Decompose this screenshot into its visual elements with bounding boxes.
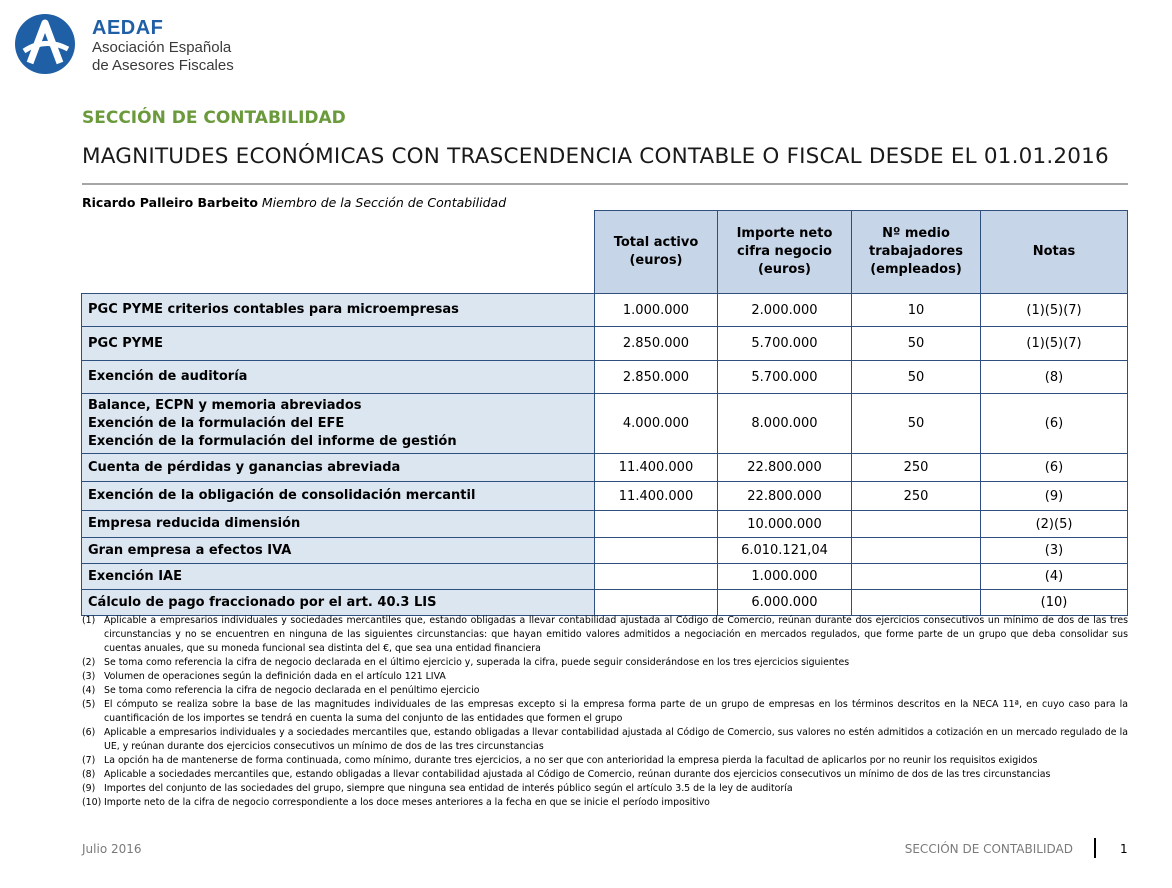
cell-importe-neto: 8.000.000 xyxy=(718,394,852,454)
cell-trabajadores: 50 xyxy=(852,327,981,361)
row-label-line: PGC PYME criterios contables para microempresas xyxy=(88,302,459,317)
cell-importe-neto: 1.000.000 xyxy=(718,564,852,590)
header-line: (euros) xyxy=(629,253,683,268)
cell-importe-neto: 5.700.000 xyxy=(718,327,852,361)
cell-trabajadores: 250 xyxy=(852,454,981,482)
cell-total-activo xyxy=(595,511,718,538)
footnote-text: Volumen de operaciones según la definición dada en el artículo 121 LIVA xyxy=(104,671,446,682)
row-label xyxy=(82,482,595,511)
row-label-line: Cálculo de pago fraccionado por el art. 40.3 LIS xyxy=(88,594,437,610)
header-trabajadores xyxy=(852,211,981,294)
row-label xyxy=(82,361,595,394)
cell-notas: (8) xyxy=(981,361,1128,394)
row-label xyxy=(82,511,595,538)
cell-total-activo: 11.400.000 xyxy=(595,454,718,482)
logo-title: AEDAF xyxy=(92,17,164,39)
cell-total-activo xyxy=(595,564,718,590)
cell-trabajadores: 50 xyxy=(852,361,981,394)
row-label-line: PGC PYME xyxy=(88,335,164,351)
cell-importe-neto: 6.000.000 xyxy=(718,590,852,616)
aedaf-logo-icon xyxy=(14,13,76,75)
footer-date: Julio 2016 xyxy=(82,842,142,856)
footnote-text: Aplicable a sociedades mercantiles que, estando obligadas a llevar contabilidad ajustada al Código de Comercio, reúnan durante dos ejercicios consecutivos un mínimo de dos de las tres circunstancias xyxy=(104,769,1051,780)
row-label xyxy=(82,564,595,590)
cell-total-activo xyxy=(595,590,718,616)
footnote-number: (6) xyxy=(82,727,96,738)
cell-trabajadores: 50 xyxy=(852,394,981,454)
cell-total-activo: 2.850.000 xyxy=(595,327,718,361)
cell-trabajadores xyxy=(852,511,981,538)
header-line: (empleados) xyxy=(870,262,962,277)
footnote-text: Aplicable a empresarios individuales y a sociedades mercantiles que, estando obligadas a llevar contabilidad ajustada al Código de Comercio, sus valores no estén admitidos a cotización en un mercado regulado de la UE, y reúnan durante dos ejercicios consecutivos un mínimo de dos de las tres circunstancias xyxy=(104,727,1128,752)
cell-total-activo: 1.000.000 xyxy=(595,294,718,327)
cell-notas: (2)(5) xyxy=(981,511,1128,538)
magnitudes-table xyxy=(81,210,1128,616)
cell-total-activo xyxy=(595,538,718,564)
footnote-text: El cómputo se realiza sobre la base de las magnitudes individuales de las empresas excepto si la empresa forma parte de un grupo de empresas en los términos descritos en la NECA 11ª, en cuyo caso para la cuantificación de los importes se tendrá en cuenta la suma del conjunto de las entidades que formen el grupo xyxy=(104,699,1128,724)
row-label xyxy=(82,590,595,616)
page-number: 1 xyxy=(1120,842,1128,856)
cell-importe-neto: 6.010.121,04 xyxy=(718,538,852,564)
row-label-line: Exención de la formulación del informe de gestión xyxy=(88,433,457,449)
section-title: SECCIÓN DE CONTABILIDAD xyxy=(82,108,346,128)
row-label xyxy=(82,454,595,482)
cell-trabajadores: 250 xyxy=(852,482,981,511)
cell-importe-neto: 22.800.000 xyxy=(718,482,852,511)
footer-section: SECCIÓN DE CONTABILIDAD xyxy=(904,842,1073,856)
cell-notas: (1)(5)(7) xyxy=(981,327,1128,361)
header-line: cifra negocio xyxy=(737,244,832,259)
row-label-line: Exención de la formulación del EFE xyxy=(88,415,345,431)
header-line: Importe neto xyxy=(736,226,833,241)
table-row xyxy=(82,511,1128,538)
header-total-activo xyxy=(595,211,718,294)
cell-importe-neto: 5.700.000 xyxy=(718,361,852,394)
footnote xyxy=(82,614,1128,656)
footnote-text: Se toma como referencia la cifra de negocio declarada en el último ejercicio y, superada la cifra, puede seguir considerándose en los tres ejercicios siguientes xyxy=(104,657,850,668)
row-label-line: Exención de auditoría xyxy=(88,369,248,384)
aedaf-logo xyxy=(14,10,234,80)
table-row xyxy=(82,454,1128,482)
cell-trabajadores xyxy=(852,564,981,590)
footnote xyxy=(82,656,1128,670)
cell-notas: (6) xyxy=(981,454,1128,482)
cell-trabajadores: 10 xyxy=(852,294,981,327)
cell-total-activo: 11.400.000 xyxy=(595,482,718,511)
cell-notas: (3) xyxy=(981,538,1128,564)
footnote-number: (7) xyxy=(82,755,96,766)
header-importe-neto xyxy=(718,211,852,294)
footnote xyxy=(82,796,1128,810)
footnote-text: Importe neto de la cifra de negocio correspondiente a los doce meses anteriores a la fecha en que se inicie el período impositivo xyxy=(104,797,710,808)
cell-notas: (1)(5)(7) xyxy=(981,294,1128,327)
row-label-line: Cuenta de pérdidas y ganancias abreviada xyxy=(88,459,401,475)
table-row xyxy=(82,564,1128,590)
footnote xyxy=(82,754,1128,768)
footnote-number: (4) xyxy=(82,685,96,696)
footnote-text: Importes del conjunto de las sociedades del grupo, siempre que ninguna sea entidad de interés público según el artículo 3.5 de la ley de auditoría xyxy=(104,783,793,794)
header-empty-cell xyxy=(82,211,595,294)
table-header-row xyxy=(82,211,1128,294)
footnote-number: (1) xyxy=(82,615,96,626)
header-notas: Notas xyxy=(981,211,1128,294)
table-row xyxy=(82,538,1128,564)
footnote-number: (9) xyxy=(82,783,96,794)
cell-importe-neto: 10.000.000 xyxy=(718,511,852,538)
author-role: Miembro de la Sección de Contabilidad xyxy=(261,195,507,210)
footnote-text: Se toma como referencia la cifra de negocio declarada en el penúltimo ejercicio xyxy=(104,685,480,696)
logo-subtitle-2: de Asesores Fiscales xyxy=(92,57,234,74)
cell-notas: (10) xyxy=(981,590,1128,616)
footnote-number: (8) xyxy=(82,769,96,780)
footnote xyxy=(82,768,1128,782)
logo-subtitle-1: Asociación Española xyxy=(92,39,232,56)
row-label-line: Empresa reducida dimensión xyxy=(88,516,301,531)
table-row xyxy=(82,361,1128,394)
footnote-text: Aplicable a empresarios individuales y sociedades mercantiles que, estando obligadas a llevar contabilidad ajustada al Código de Comercio, reúnan durante dos ejercicios consecutivos un mínimo de dos de las tres circunstancias y no se encuentren en ninguna de las siguientes circunstancias: que hayan emitido valores admitidos a negociación en mercados regulados, que forme parte de un grupo que deba consolidar sus cuentas anuales, que su moneda funcional sea distinta del €, que sea una entidad financiera xyxy=(104,615,1128,654)
footnote xyxy=(82,782,1128,796)
cell-total-activo: 2.850.000 xyxy=(595,361,718,394)
cell-importe-neto: 2.000.000 xyxy=(718,294,852,327)
footnote xyxy=(82,684,1128,698)
row-label xyxy=(82,394,595,454)
row-label-line: Exención IAE xyxy=(88,568,182,584)
table-row xyxy=(82,590,1128,616)
author-line xyxy=(82,195,506,210)
page-title: MAGNITUDES ECONÓMICAS CON TRASCENDENCIA CONTABLE O FISCAL DESDE EL 01.01.2016 xyxy=(82,144,1109,169)
row-label-line: Exención de la obligación de consolidación mercantil xyxy=(88,488,476,503)
footnote-number: (3) xyxy=(82,671,96,682)
author-name: Ricardo Palleiro Barbeito xyxy=(82,195,258,210)
row-label xyxy=(82,538,595,564)
footer-divider xyxy=(1094,838,1096,858)
header-line: (euros) xyxy=(757,262,812,277)
footnote xyxy=(82,698,1128,726)
footnotes xyxy=(82,614,1128,810)
header-line: Total activo xyxy=(613,235,699,250)
table-row xyxy=(82,327,1128,361)
cell-total-activo: 4.000.000 xyxy=(595,394,718,454)
row-label xyxy=(82,327,595,361)
cell-trabajadores xyxy=(852,538,981,564)
footnote-number: (5) xyxy=(82,699,96,710)
table-row xyxy=(82,482,1128,511)
cell-importe-neto: 22.800.000 xyxy=(718,454,852,482)
header-line: trabajadores xyxy=(869,244,963,259)
footnote-number: (10) xyxy=(82,797,102,808)
cell-notas: (6) xyxy=(981,394,1128,454)
row-label xyxy=(82,294,595,327)
footnote-number: (2) xyxy=(82,657,96,668)
row-label-line: Gran empresa a efectos IVA xyxy=(88,542,292,558)
cell-notas: (4) xyxy=(981,564,1128,590)
title-divider xyxy=(82,183,1128,185)
table-row xyxy=(82,294,1128,327)
row-label-line: Balance, ECPN y memoria abreviados xyxy=(88,397,362,413)
cell-notas: (9) xyxy=(981,482,1128,511)
footnote-text: La opción ha de mantenerse de forma continuada, como mínimo, durante tres ejercicios, a no ser que con anterioridad la empresa pierda la facultad de aplicarlos por no reunir los requisitos exigidos xyxy=(104,755,1038,766)
footnote xyxy=(82,726,1128,754)
header-line: Nº medio xyxy=(882,226,950,241)
cell-trabajadores xyxy=(852,590,981,616)
table-row xyxy=(82,394,1128,454)
footnote xyxy=(82,670,1128,684)
